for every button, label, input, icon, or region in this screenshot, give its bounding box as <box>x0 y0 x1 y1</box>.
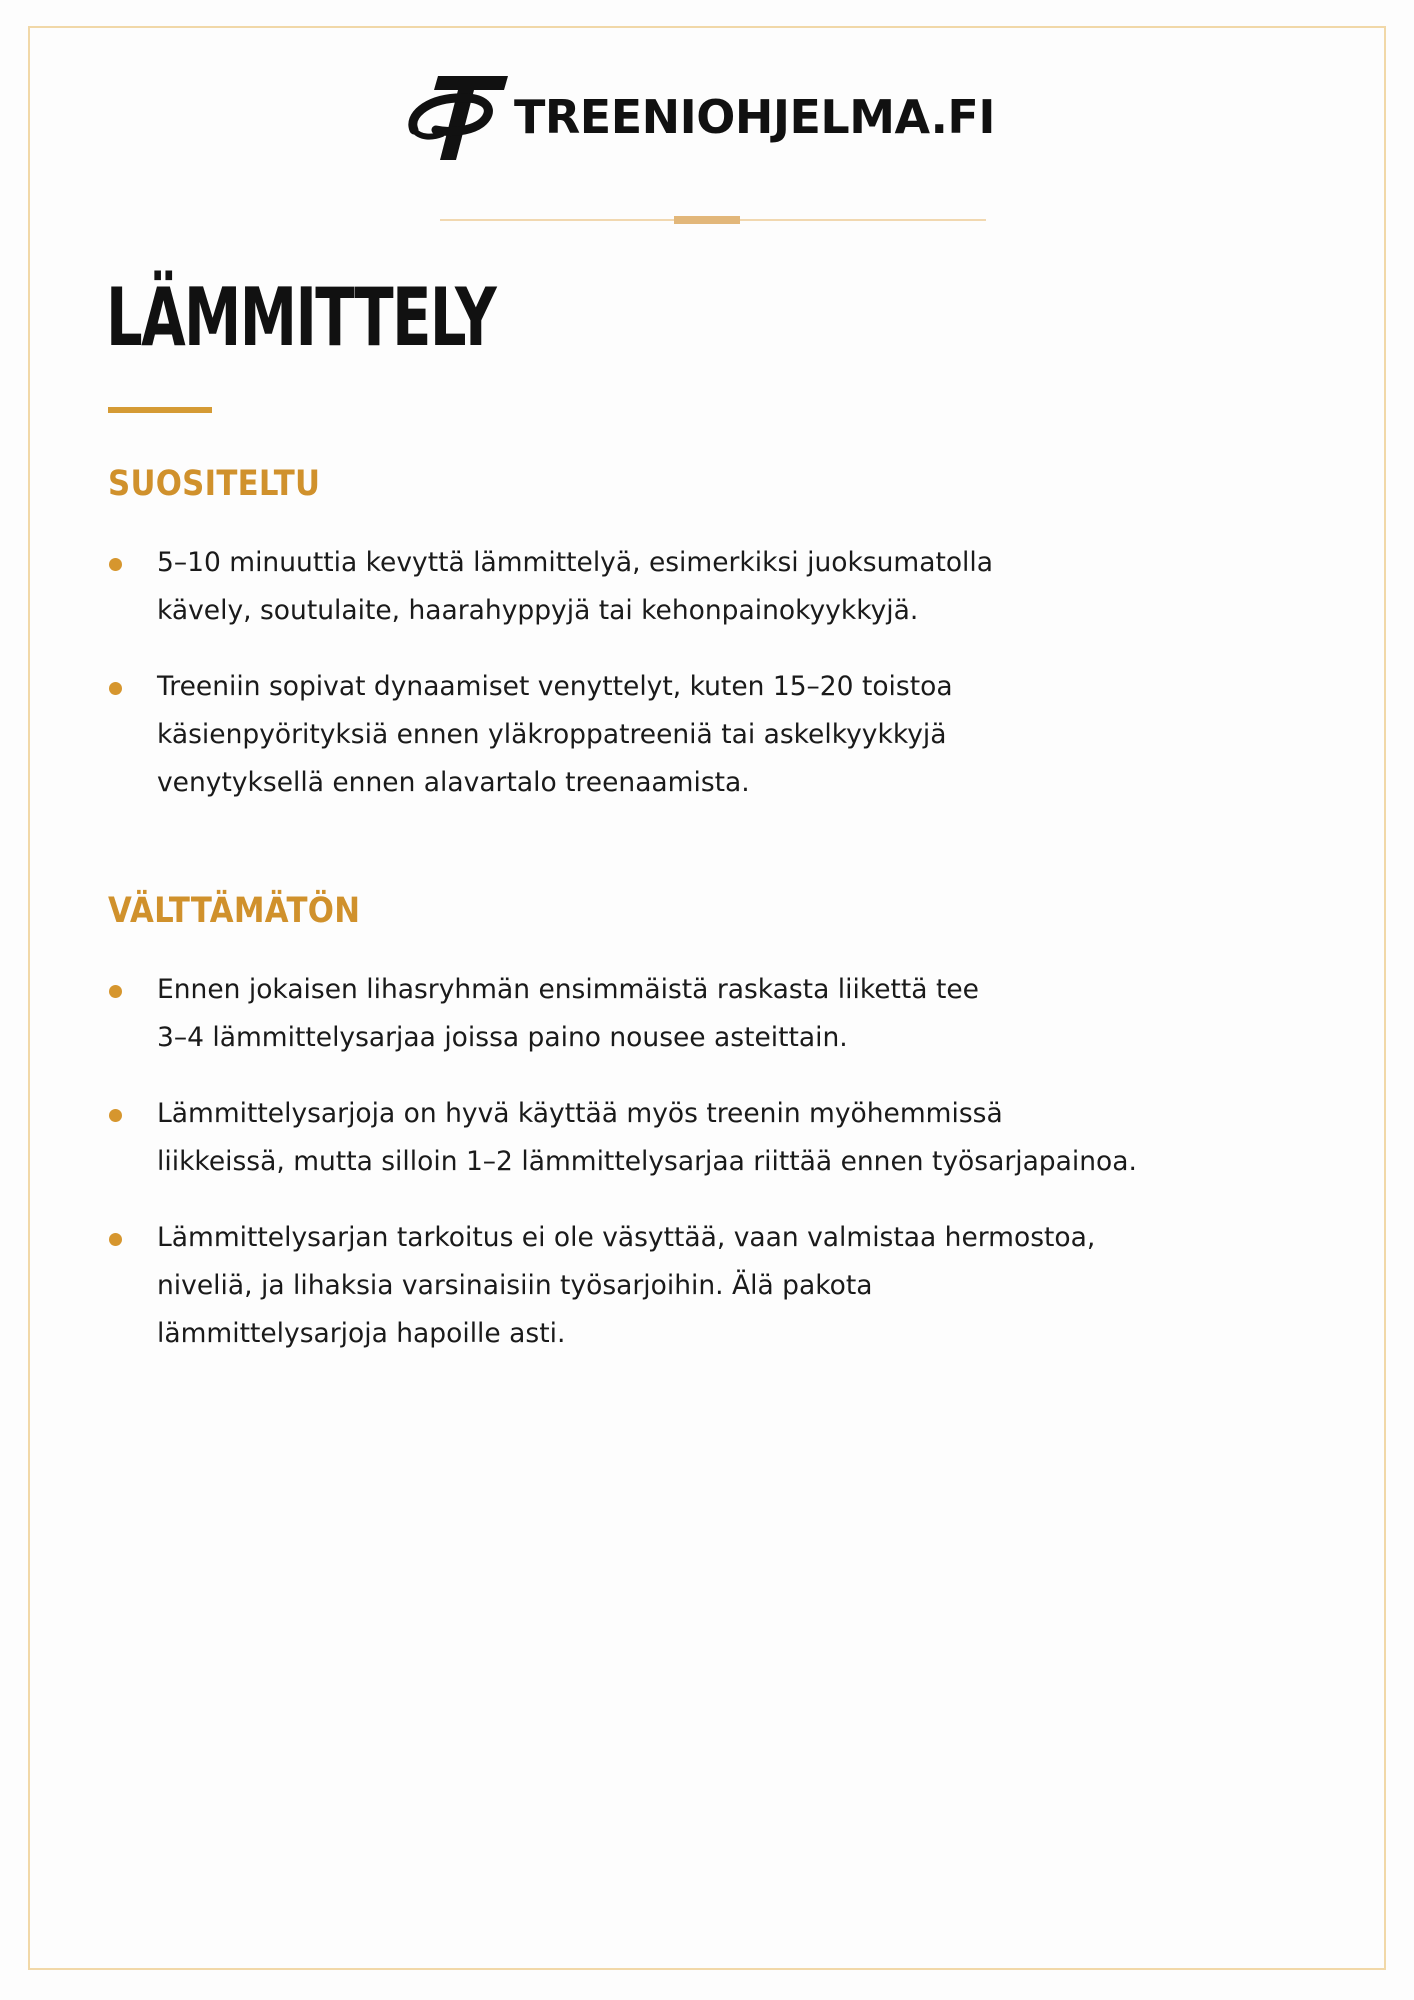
list-item-line: kävely, soutulaite, haarahyppyjä tai kehonpainokyykkyjä. <box>157 595 919 626</box>
list-item-line: niveliä, ja lihaksia varsinaisiin työsarjoihin. Älä pakota <box>157 1270 873 1301</box>
bullet-icon <box>109 1109 122 1122</box>
brand-name: TREENIOHJELMA.FI <box>514 90 995 144</box>
header-divider-accent <box>674 216 740 224</box>
page-title: LÄMMITTELY <box>106 271 496 364</box>
list-item-line: Ennen jokaisen lihasryhmän ensimmäistä raskasta liikettä tee <box>157 974 979 1005</box>
section-heading-suositeltu: SUOSITELTU <box>108 464 321 504</box>
bullet-icon <box>109 682 122 695</box>
list-item-line: liikkeissä, mutta silloin 1–2 lämmittelysarjaa riittää ennen työsarjapainoa. <box>157 1146 1137 1177</box>
list-item-line: Treeniin sopivat dynaamiset venyttelyt, kuten 15–20 toistoa <box>157 671 953 702</box>
list-item <box>108 1090 1228 1186</box>
list-item-line: lämmittelysarjoja hapoille asti. <box>157 1318 566 1349</box>
list-item-line: käsienpyörityksiä ennen yläkroppatreeniä tai askelkyykkyjä <box>157 719 947 750</box>
title-underline <box>108 407 212 413</box>
bullet-list-valttamaton <box>108 966 1228 1358</box>
bullet-icon <box>109 985 122 998</box>
list-item <box>108 539 1228 635</box>
list-item <box>108 663 1228 807</box>
list-item-line: venytyksellä ennen alavartalo treenaamista. <box>157 767 750 798</box>
bullet-list-suositeltu <box>108 539 1228 807</box>
bullet-icon <box>109 558 122 571</box>
list-item <box>108 966 1228 1062</box>
list-item-line: 5–10 minuuttia kevyttä lämmittelyä, esimerkiksi juoksumatolla <box>157 547 994 578</box>
list-item-line: 3–4 lämmittelysarjaa joissa paino nousee asteittain. <box>157 1022 848 1053</box>
list-item-line: Lämmittelysarjan tarkoitus ei ole väsyttää, vaan valmistaa hermostoa, <box>157 1222 1096 1253</box>
bullet-icon <box>109 1233 122 1246</box>
brand-logo <box>408 72 1008 162</box>
section-heading-valttamaton: VÄLTTÄMÄTÖN <box>108 891 361 931</box>
tp-monogram-icon <box>408 72 512 162</box>
list-item-line: Lämmittelysarjoja on hyvä käyttää myös treenin myöhemmissä <box>157 1098 1003 1129</box>
list-item <box>108 1214 1228 1358</box>
